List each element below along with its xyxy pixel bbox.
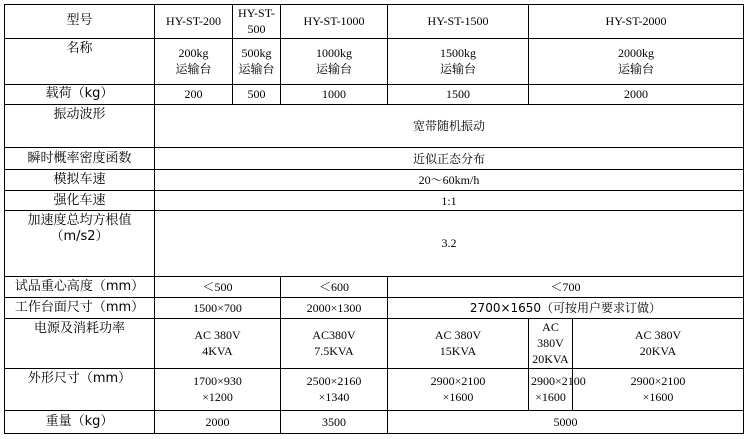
intensify-row — [5, 190, 744, 210]
accel-label: 加速度总均方根值 （m/s2） — [5, 211, 155, 276]
sim-speed-row — [5, 170, 744, 190]
power-cell: AC 380V 20KVA — [529, 318, 573, 368]
cog-height-label: 试品重心高度（mm） — [5, 276, 155, 297]
accel-row — [5, 211, 744, 276]
table-size-cell: 1500×700 — [155, 298, 281, 318]
sim-speed-value: 20～60km/h — [155, 170, 744, 190]
load-cell: 1000 — [281, 84, 388, 104]
dimensions-cell: 1700×930 ×1200 — [155, 368, 281, 411]
waveform-value: 宽带随机振动 — [155, 105, 744, 148]
model-cell: HY-ST-500 — [233, 5, 281, 39]
name-cell: 1000kg 运输台 — [281, 38, 388, 84]
dimensions-label: 外形尺寸（mm） — [5, 368, 155, 411]
intensify-label: 强化车速 — [5, 190, 155, 210]
name-label: 名称 — [5, 38, 155, 84]
dimensions-cell: 2900×2100 ×1600 — [573, 368, 744, 411]
power-cell: AC380V 7.5KVA — [281, 318, 388, 368]
power-label: 电源及消耗功率 — [5, 318, 155, 368]
name-cell: 200kg 运输台 — [155, 38, 233, 84]
load-cell: 1500 — [388, 84, 529, 104]
model-cell: HY-ST-1000 — [281, 5, 388, 39]
waveform-label: 振动波形 — [5, 105, 155, 148]
name-cell: 1500kg 运输台 — [388, 38, 529, 84]
table-size-cell: 2700×1650（可按用户要求订做） — [388, 298, 744, 318]
name-row — [5, 38, 744, 84]
name-cell: 500kg 运输台 — [233, 38, 281, 84]
dimensions-cell: 2900×2100 ×1600 — [388, 368, 529, 411]
weight-label: 重量（kg） — [5, 411, 155, 434]
load-cell: 2000 — [529, 84, 744, 104]
power-cell: AC 380V 4KVA — [155, 318, 281, 368]
weight-cell: 3500 — [281, 411, 388, 434]
accel-value: 3.2 — [155, 211, 744, 276]
dimensions-cell: 2900×2100 ×1600 — [529, 368, 573, 411]
weight-cell: 2000 — [155, 411, 281, 434]
model-cell: HY-ST-1500 — [388, 5, 529, 39]
dimensions-row — [5, 368, 744, 411]
power-cell: AC 380V 15KVA — [388, 318, 529, 368]
power-cell: AC 380V 20KVA — [573, 318, 744, 368]
load-cell: 200 — [155, 84, 233, 104]
load-row — [5, 84, 744, 104]
model-cell: HY-ST-2000 — [529, 5, 744, 39]
waveform-row — [5, 105, 744, 148]
pdf-value: 近似正态分布 — [155, 147, 744, 169]
pdf-label: 瞬时概率密度函数 — [5, 147, 155, 169]
name-cell: 2000kg 运输台 — [529, 38, 744, 84]
pdf-row — [5, 147, 744, 169]
intensify-value: 1:1 — [155, 190, 744, 210]
model-label: 型号 — [5, 5, 155, 39]
weight-row — [5, 411, 744, 434]
cog-height-cell: ＜500 — [155, 276, 281, 297]
model-row — [5, 5, 744, 39]
table-size-row — [5, 298, 744, 318]
load-cell: 500 — [233, 84, 281, 104]
sim-speed-label: 模拟车速 — [5, 170, 155, 190]
dimensions-cell: 2500×2160 ×1340 — [281, 368, 388, 411]
load-label: 载荷（kg） — [5, 84, 155, 104]
power-row — [5, 318, 744, 368]
cog-height-cell: ＜700 — [388, 276, 744, 297]
table-size-cell: 2000×1300 — [281, 298, 388, 318]
weight-cell: 5000 — [388, 411, 744, 434]
cog-height-row — [5, 276, 744, 297]
spec-table — [4, 4, 744, 434]
model-cell: HY-ST-200 — [155, 5, 233, 39]
table-size-label: 工作台面尺寸（mm） — [5, 298, 155, 318]
cog-height-cell: ＜600 — [281, 276, 388, 297]
